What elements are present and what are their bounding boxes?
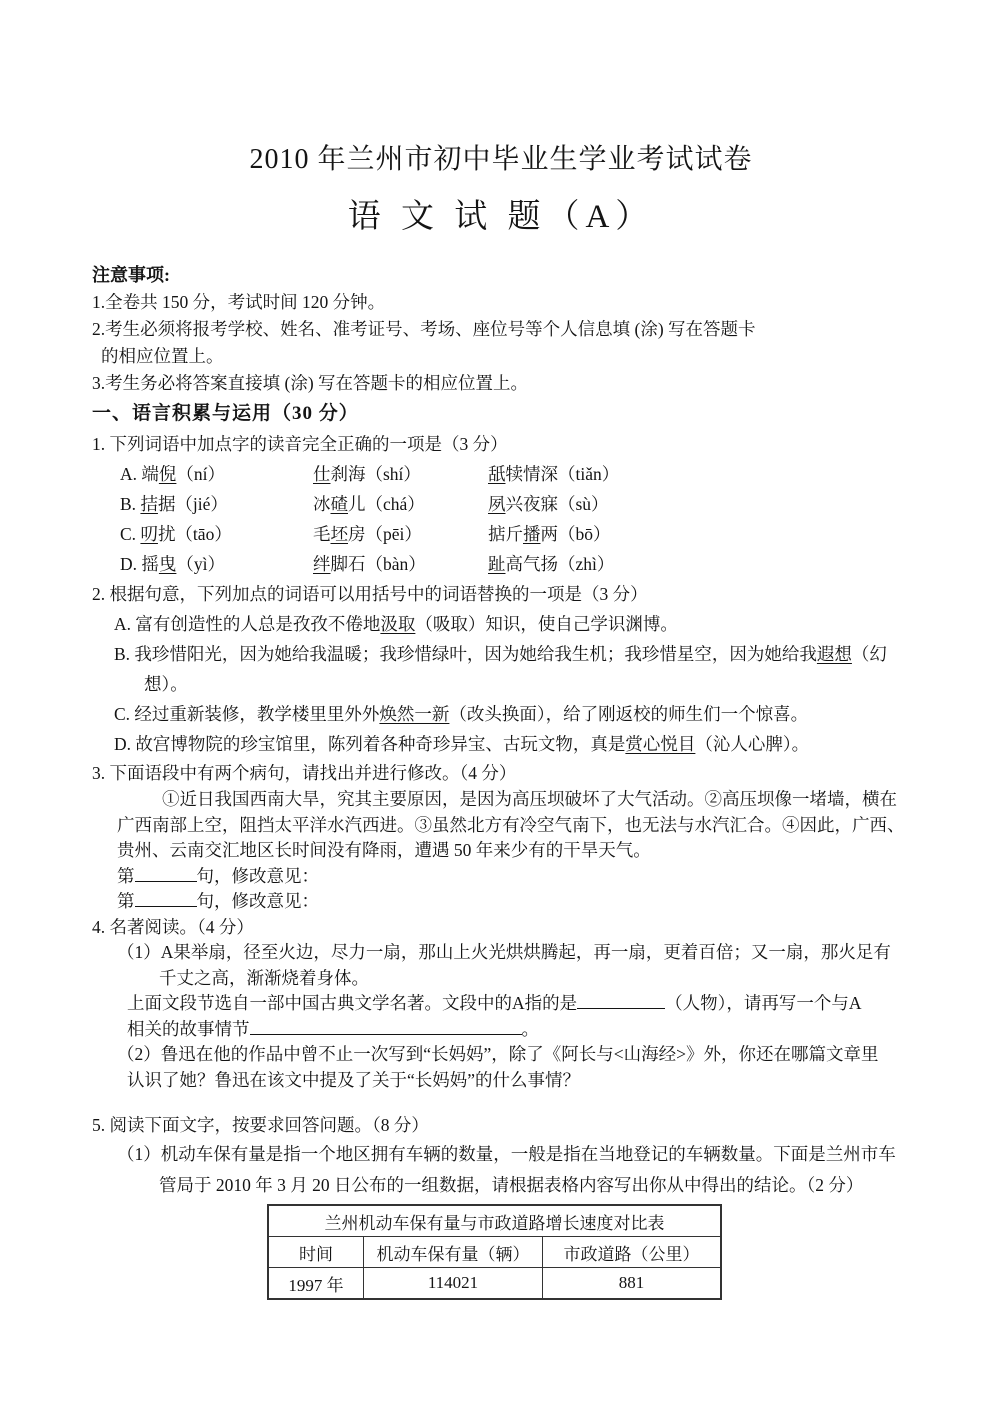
- q1-c-item2: 毛坯房（pēi）: [313, 524, 422, 544]
- q4-fill-line-2: 相关的故事情节 。: [127, 1018, 539, 1039]
- q1-d-item3: 趾高气扬（zhì）: [488, 554, 615, 574]
- table-header-time: 时间: [268, 1237, 364, 1268]
- q1-b-item2: 冰碴儿（chá）: [313, 494, 425, 514]
- q4-part2-line-1: （2）鲁迅在他的作品中曾不止一次写到“长妈妈”，除了《阿长与<山海经>》外，你还在哪篇文章里: [117, 1044, 879, 1064]
- q2-option-d: D. 故宫博物院的珍宝馆里，陈列着各种奇珍异宝、古玩文物，真是赏心悦目（沁人心脾）。: [114, 734, 810, 754]
- q5-stem: 5. 阅读下面文字，按要求回答问题。（8 分）: [92, 1115, 429, 1135]
- q1-c-item1: C. 叨扰（tāo）: [120, 524, 232, 544]
- table-header-roads: 市政道路（公里）: [543, 1237, 722, 1268]
- notice-heading: 注意事项:: [92, 265, 170, 285]
- table-cell-vehicles: 114021: [364, 1268, 543, 1300]
- q5-part1-line-2: 管局于 2010 年 3 月 20 日公布的一组数据，请根据表格内容写出你从中得出的结论。（2 分）: [159, 1175, 864, 1195]
- q1-d-item2: 绊脚石（bàn）: [313, 554, 426, 574]
- q2-option-b-cont: 想）。: [144, 674, 188, 694]
- table-title-row: [268, 1205, 721, 1237]
- exam-content: [92, 142, 910, 1300]
- q1-a-item3: 舐犊情深（tiǎn）: [488, 464, 620, 484]
- notice-line-2-cont: 的相应位置上。: [101, 346, 224, 366]
- table-cell-year: 1997 年: [268, 1268, 364, 1300]
- notice-line-1: 1.全卷共 150 分，考试时间 120 分钟。: [92, 292, 386, 312]
- fill-blank: [135, 890, 197, 907]
- q2-stem: 2. 根据句意，下列加点的词语可以用括号中的词语替换的一项是（3 分）: [92, 584, 648, 604]
- q4-part2-line-2: 认识了她？鲁迅在该文中提及了关于“长妈妈”的什么事情？: [127, 1069, 581, 1090]
- table-header-vehicles: 机动车保有量（辆）: [364, 1237, 543, 1268]
- q4-passage-line-2: 千丈之高，渐渐烧着身体。: [159, 967, 369, 988]
- page-title: 2010 年兰州市初中毕业生学业考试试卷: [249, 144, 753, 175]
- notice-line-3: 3.考生务必将答案直接填 (涂) 写在答题卡的相应位置上。: [92, 373, 529, 393]
- q1-a-item2: 仕刹海（shí）: [313, 464, 421, 484]
- q1-a-item1: A. 端倪（ní）: [120, 464, 226, 484]
- vehicle-data-table: [267, 1204, 722, 1300]
- q5-block: [92, 1111, 910, 1300]
- table-title: 兰州机动车保有量与市政道路增长速度对比表: [268, 1205, 721, 1237]
- q2-option-a: A. 富有创造性的人总是孜孜不倦地汲取（吸取）知识，使自己学识渊博。: [114, 614, 678, 634]
- notice-line-2: 2.考生必须将报考学校、姓名、准考证号、考场、座位号等个人信息填 (涂) 写在答题卡: [92, 319, 756, 339]
- q3-answer-line-1: 第 句，修改意见：: [117, 865, 319, 886]
- q2-option-b: B. 我珍惜阳光，因为她给我温暖；我珍惜绿叶，因为她给我生机；我珍惜星空，因为她给我遐想（幻: [114, 644, 887, 664]
- q2-option-c: C. 经过重新装修，教学楼里里外外焕然一新（改头换面），给了刚返校的师生们一个惊喜。: [114, 704, 809, 724]
- q3-paragraph-line-1: ①近日我国西南大旱，究其主要原因，是因为高压坝破坏了大气活动。②高压坝像一堵墙，横在: [162, 789, 897, 809]
- table-cell-roads: 881: [543, 1268, 722, 1300]
- q4-passage-line-1: （1）A果举扇，径至火边，尽力一扇，那山上火光烘烘腾起，再一扇，更着百倍；又一扇，那火足有: [117, 942, 891, 962]
- q4-stem: 4. 名著阅读。（4 分）: [92, 916, 254, 937]
- q1-stem: 1. 下列词语中加点字的读音完全正确的一项是（3 分）: [92, 434, 508, 454]
- q1-option-row-b: [92, 489, 910, 519]
- page-subtitle: 语 文 试 题（A）: [347, 199, 655, 235]
- q1-b-item3: 夙兴夜寐（sù）: [488, 494, 609, 514]
- fill-blank: [135, 865, 197, 882]
- section1-heading: 一、语言积累与运用（30 分）: [92, 403, 359, 424]
- q1-option-row-c: [92, 519, 910, 549]
- q3-paragraph-line-3: 贵州、云南交汇地区长时间没有降雨，遭遇 50 年来少有的干旱天气。: [117, 840, 651, 860]
- q3-paragraph-line-2: 广西南部上空，阻挡太平洋水汽西进。③虽然北方有冷空气南下，也无法与水汽汇合。④因此，广西、: [117, 814, 905, 835]
- table-header-row: [268, 1237, 721, 1268]
- q5-part1-line-1: （1）机动车保有量是指一个地区拥有车辆的数量，一般是指在当地登记的车辆数量。下面是兰州市车: [117, 1144, 896, 1164]
- q3-answer-line-2: 第 句，修改意见：: [117, 891, 319, 911]
- q1-d-item1: D. 摇曳（yì）: [120, 554, 226, 574]
- fill-blank: [250, 1018, 522, 1035]
- table-data-row: [268, 1268, 721, 1300]
- fill-blank: [577, 992, 665, 1009]
- q1-option-row-d: [92, 549, 910, 579]
- q1-b-item1: B. 拮据（jié）: [120, 494, 228, 514]
- q4-fill-line-1: 上面文段节选自一部中国古典文学名著。文段中的A指的是 （人物），请再写一个与A: [127, 993, 862, 1013]
- q1-option-row-a: [92, 459, 910, 489]
- q1-c-item3: 掂斤播两（bō）: [488, 524, 611, 544]
- q3-stem: 3. 下面语段中有两个病句，请找出并进行修改。（4 分）: [92, 763, 517, 783]
